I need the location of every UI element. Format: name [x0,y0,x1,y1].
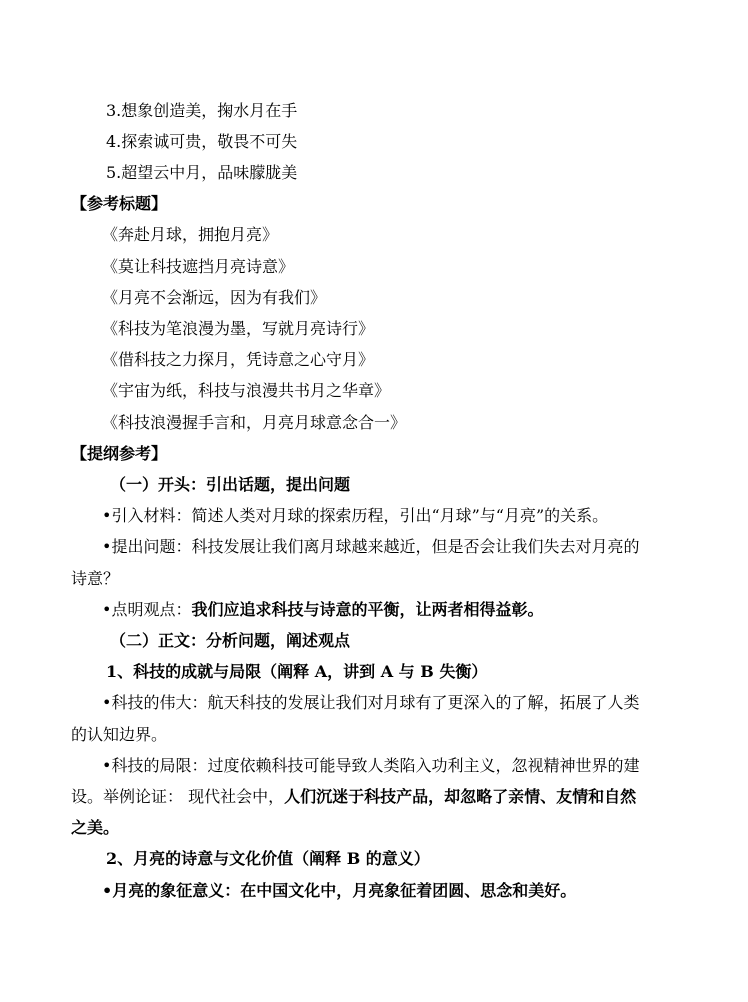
paragraph-tech-great: •科技的伟大：航天科技的发展让我们对月球有了更深入的了解，拓展了人类 [102,693,640,712]
tech-limit-emphasis: 人们沉迷于科技产品，却忽略了亲情、友情和自然 [284,787,637,806]
list-item: 5.超望云中月，品味朦胧美 [106,163,298,182]
ref-title-item: 《月亮不会渐远，因为有我们》 [102,288,327,307]
paragraph-intro: •引入材料：简述人类对月球的探索历程，引出“月球”与“月亮”的关系。 [102,506,609,525]
ref-title-item: 《莫让科技遮挡月亮诗意》 [102,257,295,276]
section1-heading: （一）开头：引出话题，提出问题 [110,475,351,494]
paragraph-tech-great-cont: 的认知边界。 [71,725,168,744]
ref-title-item: 《奔赴月球，拥抱月亮》 [102,225,279,244]
viewpoint-emphasis: 我们应追求科技与诗意的平衡，让两者相得益彰。 [191,600,544,619]
outline-heading: 【提纲参考】 [71,444,168,463]
tech-limit-example: 设。举例论证： 现代社会中， [71,787,285,806]
paragraph-viewpoint [102,600,543,620]
paragraph-tech-limit-end: 之美。 [71,818,120,837]
paragraph-question-cont: 诗意？ [71,569,120,588]
list-item: 4.探索诚可贵，敬畏不可失 [106,132,298,151]
paragraph-question: •提出问题：科技发展让我们离月球越来越近，但是否会让我们失去对月亮的 [102,537,640,556]
paragraph-moon-symbol: •月亮的象征意义：在中国文化中，月亮象征着团圆、思念和美好。 [102,881,577,900]
ref-titles-heading: 【参考标题】 [71,194,168,213]
section2-heading: （二）正文：分析问题，阐述观点 [110,631,351,650]
ref-title-item: 《借科技之力探月，凭诗意之心守月》 [102,350,375,369]
sub1-heading: 1、科技的成就与局限（阐释 A，讲到 A 与 B 失衡） [106,662,488,681]
paragraph-tech-limit-cont [71,787,636,807]
ref-title-item: 《科技浪漫握手言和，月亮月球意念合一》 [102,413,407,432]
viewpoint-label: •点明观点： [102,600,192,619]
paragraph-tech-limit: •科技的局限：过度依赖科技可能导致人类陷入功利主义，忽视精神世界的建 [102,756,640,775]
ref-title-item: 《宇宙为纸，科技与浪漫共书月之华章》 [102,381,391,400]
sub2-heading: 2、月亮的诗意与文化价值（阐释 B 的意义） [106,849,430,868]
ref-title-item: 《科技为笔浪漫为墨，写就月亮诗行》 [102,319,375,338]
list-item: 3.想象创造美，掬水月在手 [106,101,298,120]
